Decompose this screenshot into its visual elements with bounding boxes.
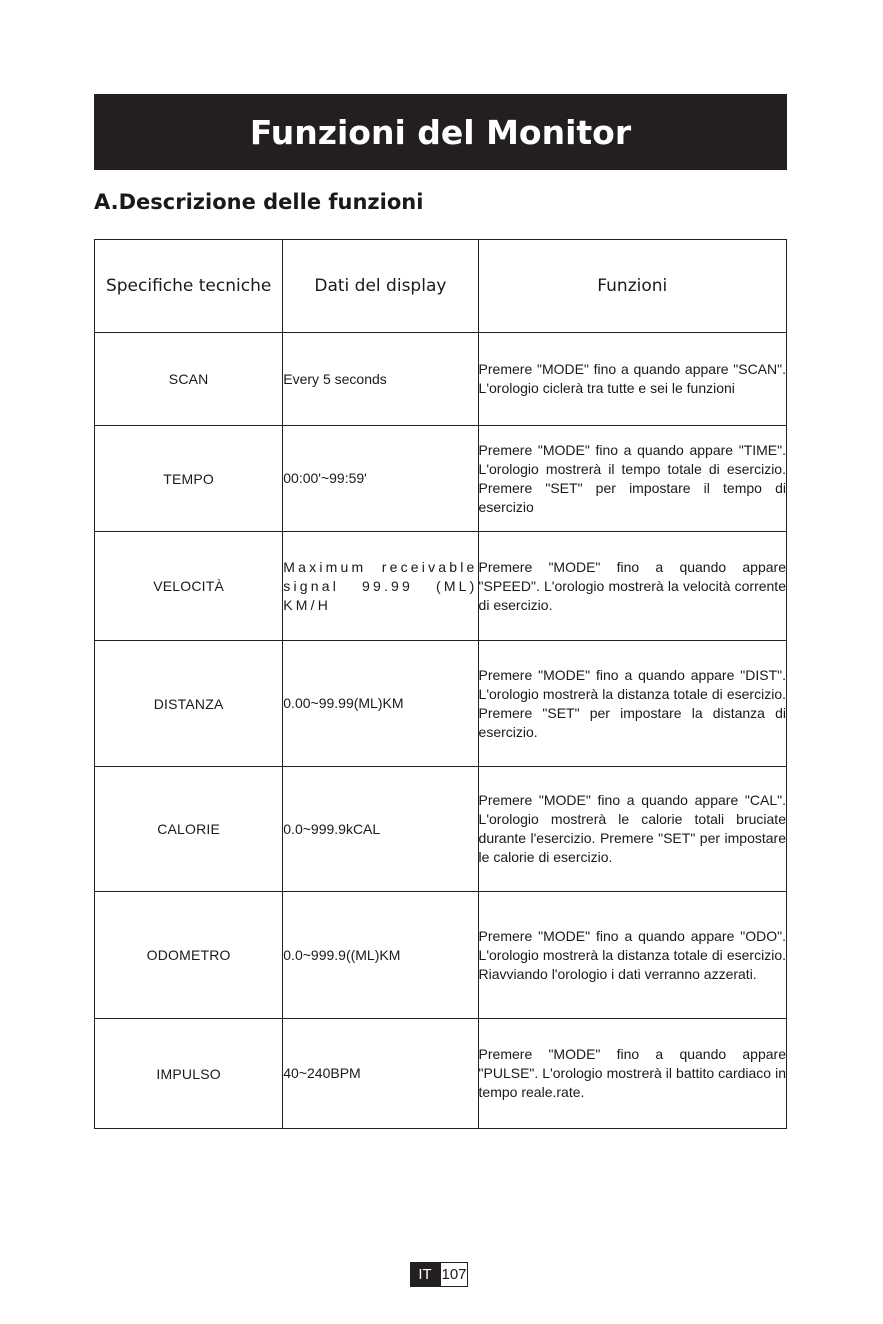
- row-display: 0.0~999.9kCAL: [283, 767, 478, 892]
- row-display: 40~240BPM: [283, 1019, 478, 1129]
- header-spec: Specifiche tecniche: [95, 240, 283, 333]
- table-header-row: [95, 240, 787, 333]
- table-row: [95, 767, 787, 892]
- section-title: A.Descrizione delle funzioni: [94, 190, 424, 214]
- page-title: Funzioni del Monitor: [249, 112, 632, 152]
- row-function: Premere "MODE" fino a quando appare "CAL". L'orologio mostrerà le calorie totali bruciate durante l'esercizio. Premere "SET" per impostare le calorie di esercizio.: [478, 767, 786, 892]
- page-number: 107: [440, 1262, 468, 1287]
- table-row: [95, 426, 787, 532]
- header-display: Dati del display: [283, 240, 478, 333]
- row-function: Premere "MODE" fino a quando appare "ODO". L'orologio mostrerà la distanza totale di esercizio. Riavviando l'orologio i dati verranno azzerati.: [478, 892, 786, 1019]
- functions-table: [94, 239, 787, 1129]
- table-row: [95, 892, 787, 1019]
- row-display: 0.0~999.9((ML)KM: [283, 892, 478, 1019]
- row-spec: SCAN: [95, 333, 283, 426]
- row-function: Premere "MODE" fino a quando appare "PULSE". L'orologio mostrerà il battito cardiaco in tempo reale.rate.: [478, 1019, 786, 1129]
- row-spec: TEMPO: [95, 426, 283, 532]
- row-display-text: Maximum receivable signal 99.99 (ML) KM/H: [283, 558, 478, 613]
- row-display: Every 5 seconds: [283, 333, 478, 426]
- table-row: [95, 532, 787, 641]
- row-function: Premere "MODE" fino a quando appare "DIST". L'orologio mostrerà la distanza totale di esercizio. Premere "SET" per impostare la distanza di esercizio.: [478, 641, 786, 767]
- language-code: IT: [410, 1262, 440, 1287]
- row-function: Premere "MODE" fino a quando appare "SPEED". L'orologio mostrerà la velocità corrente di esercizio.: [478, 532, 786, 641]
- row-display: [283, 532, 478, 641]
- row-spec: CALORIE: [95, 767, 283, 892]
- page-number-badge: [410, 1262, 468, 1287]
- row-spec: VELOCITÀ: [95, 532, 283, 641]
- header-functions: Funzioni: [478, 240, 786, 333]
- table-row: [95, 1019, 787, 1129]
- page-title-banner: [94, 94, 787, 170]
- row-function: Premere "MODE" fino a quando appare "TIME". L'orologio mostrerà il tempo totale di esercizio. Premere "SET" per impostare il tempo di esercizio: [478, 426, 786, 532]
- row-display: 00:00'~99:59': [283, 426, 478, 532]
- row-spec: IMPULSO: [95, 1019, 283, 1129]
- row-display: 0.00~99.99(ML)KM: [283, 641, 478, 767]
- table-row: [95, 641, 787, 767]
- row-spec: ODOMETRO: [95, 892, 283, 1019]
- row-function: Premere "MODE" fino a quando appare "SCAN". L'orologio ciclerà tra tutte e sei le funzioni: [478, 333, 786, 426]
- row-spec: DISTANZA: [95, 641, 283, 767]
- table-row: [95, 333, 787, 426]
